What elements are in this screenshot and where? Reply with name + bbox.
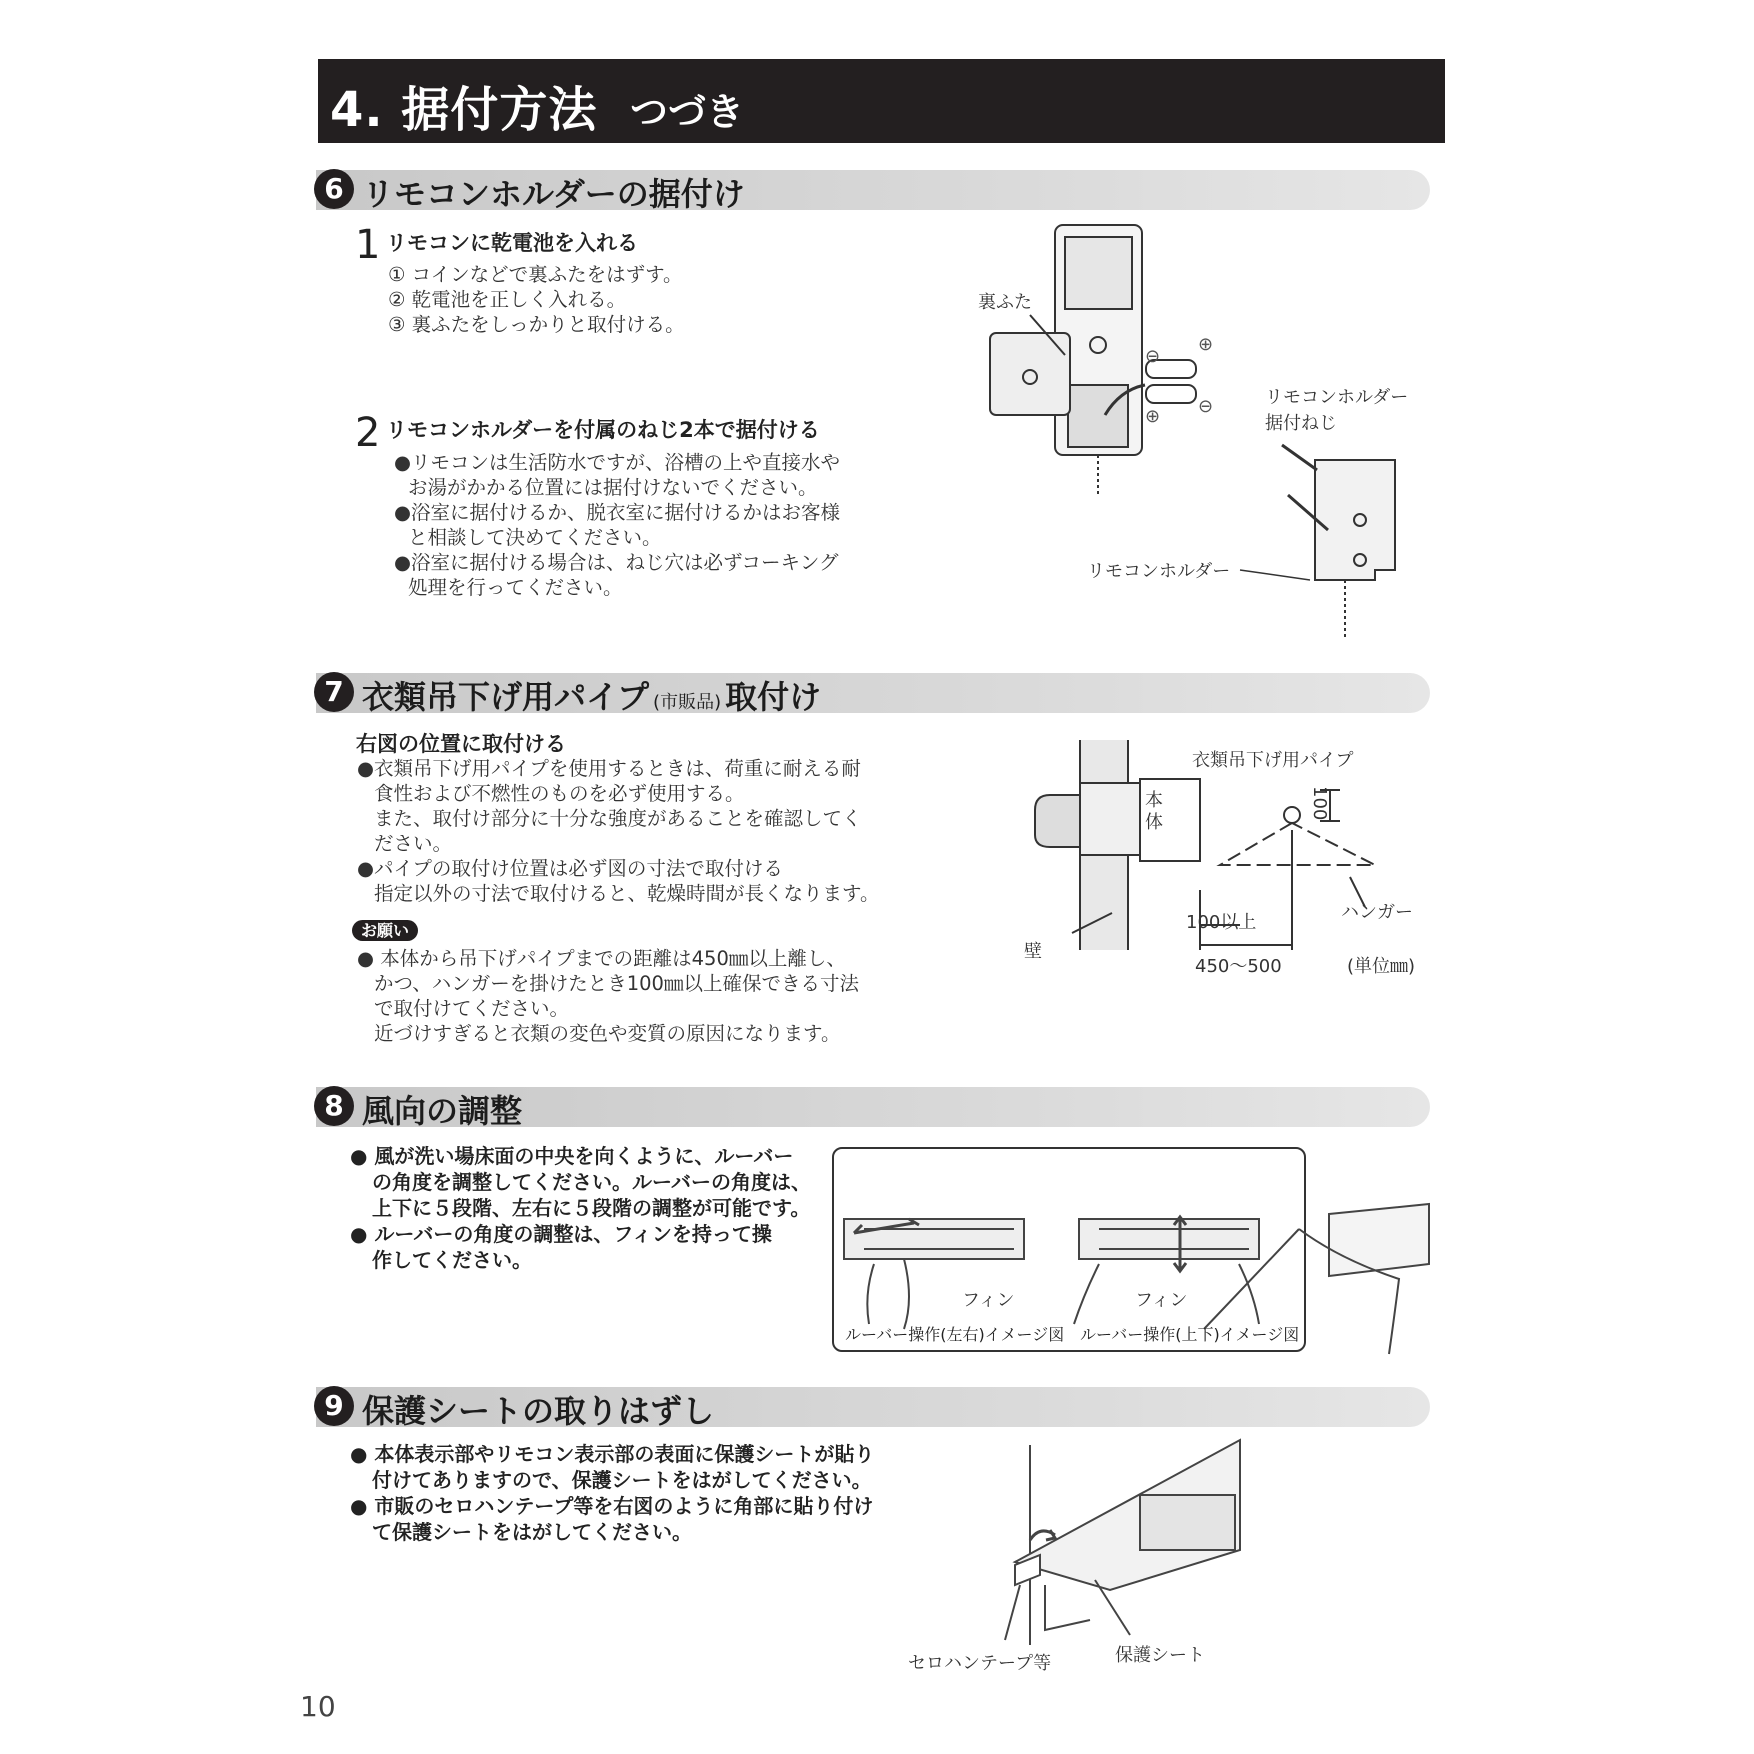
request-badge-text: お願い — [352, 920, 418, 941]
dim-100-min-label: 100以上 — [1186, 912, 1257, 933]
step-title: リモコンに乾電池を入れる — [386, 231, 638, 255]
section-number: 7 — [314, 672, 354, 712]
section-7-subtitle: 右図の位置に取付ける — [356, 732, 566, 756]
list-item: お湯がかかる位置には据付けないでください。 — [408, 476, 818, 499]
step-number: 2 — [355, 410, 381, 456]
plus-icon: ⊕ — [1198, 334, 1214, 355]
step-2-list — [394, 450, 840, 600]
list-item: ●衣類吊下げ用パイプを使用するときは、荷重に耐える耐 — [357, 757, 861, 780]
section-title-end: 取付け — [725, 678, 822, 716]
dim-100-label: 100 — [1309, 786, 1330, 821]
minus-icon: ⊖ — [1198, 396, 1214, 417]
screw-label-line: リモコンホルダー — [1265, 387, 1409, 408]
caption-up-down: ルーバー操作(上下)イメージ図 — [1080, 1325, 1300, 1344]
list-item: 作してください。 — [372, 1248, 532, 1272]
page-subtitle: つづき — [630, 90, 745, 134]
dim-450-label: 450〜500 — [1195, 956, 1282, 977]
wall-label: 壁 — [1024, 941, 1042, 962]
section-number: 8 — [314, 1086, 354, 1126]
list-item: の角度を調整してください。ルーバーの角度は、 — [372, 1170, 811, 1194]
list-item: と相談して決めてください。 — [408, 526, 662, 549]
list-item: 付けてありますので、保護シートをはがしてください。 — [372, 1468, 872, 1492]
screw-label-line: 据付ねじ — [1265, 413, 1337, 434]
tape-label: セロハンテープ等 — [908, 1653, 1052, 1674]
list-item: ●パイプの取付け位置は必ず図の寸法で取付ける — [357, 857, 783, 880]
section-7-list — [357, 756, 879, 906]
section-title-note: (市販品) — [653, 692, 722, 713]
plus-icon: ⊕ — [1145, 406, 1161, 427]
list-item: ① コインなどで裏ふたをはずす。 — [388, 263, 683, 286]
sheet-label: 保護シート — [1115, 1645, 1205, 1666]
list-item: ● 本体から吊下げパイプまでの距離は450㎜以上離し、 — [357, 947, 846, 970]
caption-left-right: ルーバー操作(左右)イメージ図 — [845, 1325, 1065, 1344]
fin-label: フィン — [1135, 1290, 1188, 1311]
section-9-list — [350, 1441, 874, 1545]
list-item: 処理を行ってください。 — [408, 576, 623, 599]
list-item: ② 乾電池を正しく入れる。 — [388, 288, 627, 311]
list-item: ださい。 — [374, 832, 453, 855]
list-item: 食性および不燃性のものを必ず使用する。 — [374, 782, 745, 805]
request-list — [357, 946, 859, 1046]
list-item: 近づけすぎると衣類の変色や変質の原因になります。 — [374, 1022, 841, 1045]
section-title: 保護シートの取りはずし — [362, 1392, 715, 1430]
step-1-list — [388, 262, 685, 337]
section-6-header — [316, 170, 1430, 213]
section-title — [362, 672, 821, 718]
list-item: ③ 裏ふたをしっかりと取付ける。 — [388, 313, 685, 336]
step-title: リモコンホルダーを付属のねじ2本で据付ける — [386, 418, 820, 442]
page-title: 4. 据付方法 — [330, 82, 598, 138]
list-item: ●リモコンは生活防水ですが、浴槽の上や直接水や — [394, 451, 841, 474]
step-number: 1 — [355, 222, 381, 268]
pipe-label: 衣類吊下げ用パイプ — [1192, 750, 1354, 771]
section-8-list — [350, 1143, 811, 1273]
back-cover-label: 裏ふた — [978, 292, 1032, 313]
request-badge — [352, 918, 418, 941]
list-item: で取付けてください。 — [374, 997, 570, 1020]
section-title: 風向の調整 — [362, 1092, 523, 1130]
screw-label — [1265, 383, 1408, 435]
protective-sheet-illustration — [1000, 1435, 1260, 1650]
unit-label: (単位㎜) — [1347, 956, 1416, 977]
section-title-main: 衣類吊下げ用パイプ — [362, 678, 650, 716]
fin-label: フィン — [962, 1290, 1015, 1311]
holder-label: リモコンホルダー — [1087, 561, 1231, 582]
minus-icon: ⊖ — [1145, 346, 1161, 367]
section-title: リモコンホルダーの据付け — [362, 175, 745, 213]
list-item: 上下に５段階、左右に５段階の調整が可能です。 — [372, 1196, 811, 1220]
list-item: 指定以外の寸法で取付けると、乾燥時間が長くなります。 — [374, 882, 880, 905]
remote-holder-illustration — [970, 215, 1440, 660]
list-item: かつ、ハンガーを掛けたとき100㎜以上確保できる寸法 — [374, 972, 859, 995]
list-item: ● 風が洗い場床面の中央を向くように、ルーバー — [350, 1144, 794, 1168]
section-7-header — [316, 673, 1430, 716]
list-item: て保護シートをはがしてください。 — [372, 1520, 692, 1544]
list-item: ● 本体表示部やリモコン表示部の表面に保護シートが貼り — [350, 1442, 875, 1466]
section-9-header — [316, 1387, 1430, 1430]
section-number: 9 — [314, 1386, 354, 1426]
list-item: ●浴室に据付ける場合は、ねじ穴は必ずコーキング — [394, 551, 839, 574]
list-item: ● 市販のセロハンテープ等を右図のように角部に貼り付け — [350, 1494, 874, 1518]
list-item: また、取付け部分に十分な強度があることを確認してく — [374, 807, 862, 830]
section-number: 6 — [314, 169, 354, 209]
hanger-label: ハンガー — [1341, 902, 1413, 923]
list-item: ●浴室に据付けるか、脱衣室に据付けるかはお客様 — [394, 501, 841, 524]
list-item: ● ルーバーの角度の調整は、フィンを持って操 — [350, 1222, 772, 1246]
page-number: 10 — [300, 1690, 336, 1723]
page-header — [318, 59, 1445, 143]
section-8-header — [316, 1087, 1430, 1130]
body-label: 本体 — [1145, 790, 1163, 833]
